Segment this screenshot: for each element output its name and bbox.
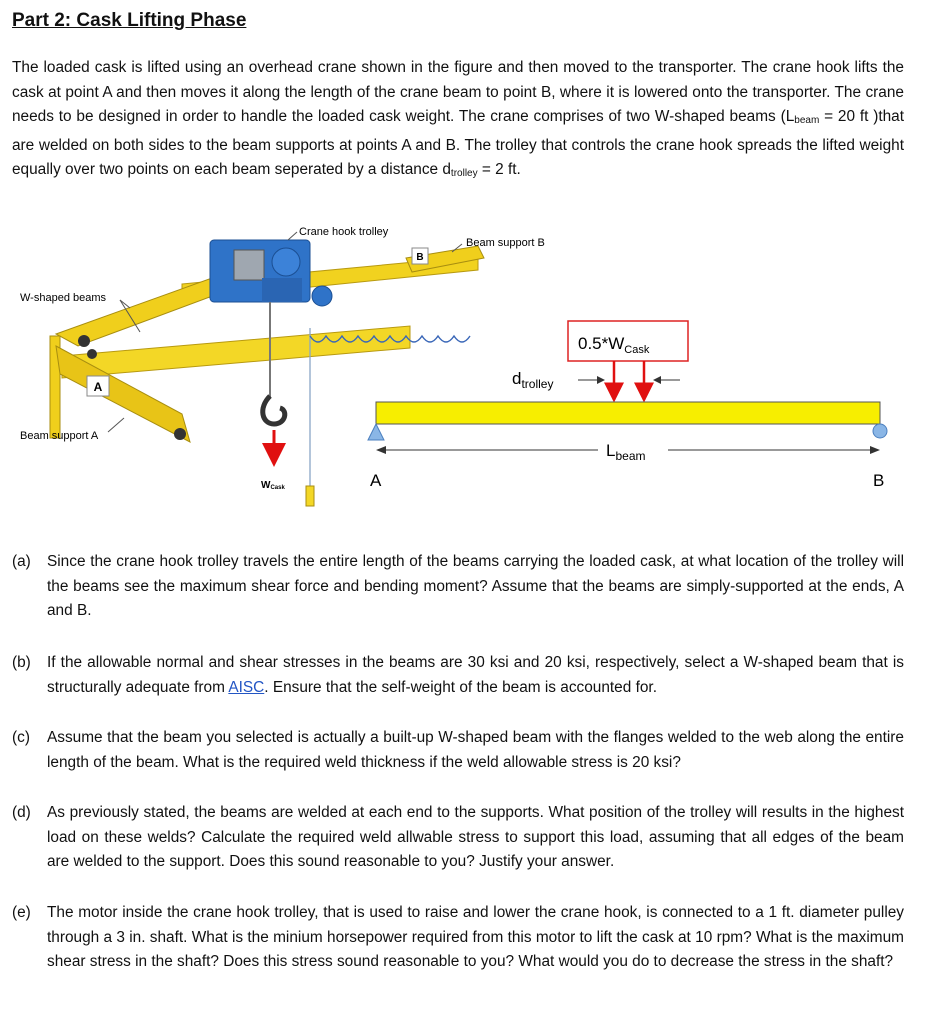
wheel-icon [174, 428, 186, 440]
load-label: $0.5*W_{Cask}$ [578, 334, 650, 356]
question-label: (e) [12, 904, 31, 921]
tag-b-label: B [416, 252, 424, 263]
question-b [12, 651, 904, 700]
intro-text-3: = 2 ft. [477, 161, 521, 178]
question-text [47, 651, 904, 700]
wheel-icon [87, 349, 97, 359]
question-text: The motor inside the crane hook trolley, that is used to raise and lower the crane hook, is connected to a 1 ft. diameter pulley through a 3 in. shaft. What is the minium horsepower required from this motor to lift the cask at 10 rpm? What is the maximum shear stress in the shaft? Does this stress sound reasonable to you? What would you do to decrease the stress in the shaft? [47, 904, 904, 970]
wheel-icon [78, 335, 90, 347]
intro-text-2: = 20 ft )that are welded on both sides to the beam supports at points A and B. The trolley that controls the crane hook spreads the lifted weight equally over two points on each beam seperated by a distance d [12, 108, 905, 178]
near-beam [62, 326, 410, 378]
beam-diagram [368, 321, 887, 490]
l-dim-arrow-left [376, 446, 386, 454]
question-d [12, 801, 904, 875]
trolley-callout: Crane hook trolley [299, 226, 389, 238]
crane-illustration [20, 226, 545, 506]
d-trolley-label: $d_{trolley}$ [512, 369, 554, 391]
dtrolley-subscript: trolley [450, 168, 478, 179]
question-label: (c) [12, 729, 30, 746]
beam-bar [376, 402, 880, 424]
page-title: Part 2: Cask Lifting Phase [12, 10, 247, 31]
point-b-label: B [873, 471, 885, 490]
question-e [12, 901, 904, 975]
question-text: As previously stated, the beams are welded at each end to the supports. What position of the trolley will results in the highest load on these welds? Calculate the required weld allwable stress to support this load, assuming that all edges of the beam are welded to the support. Does this sound reasonable to you? Justify your answer. [47, 804, 904, 870]
support-b-callout: Beam support B [466, 237, 545, 249]
l-beam-label: $L_{beam}$ [606, 441, 646, 463]
callout-line [108, 418, 124, 432]
intro-paragraph [12, 56, 904, 187]
weight-label: WCask [261, 480, 285, 491]
question-b-pre: If the allowable normal and shear stresses in the beams are 30 ksi and 20 ksi, respectively, select a W-shaped beam that is structurally adequate from [47, 654, 904, 696]
support-a-callout: Beam support A [20, 430, 99, 442]
l-dim-arrow-right [870, 446, 880, 454]
point-a-label: A [370, 471, 382, 490]
w-beams-callout: W-shaped beams [20, 292, 107, 304]
question-b-post: . Ensure that the self-weight of the beam is accounted for. [264, 678, 657, 696]
callout-line [288, 232, 297, 240]
figure-canvas [0, 218, 931, 518]
question-c [12, 726, 904, 775]
callout-line [120, 300, 130, 308]
roller-support-b [873, 424, 887, 438]
question-text: Assume that the beam you selected is actually a built-up W-shaped beam with the flanges welded to the web along the entire length of the beam. What is the required weld thickness if the weld allowable stress is 20 ksi? [47, 729, 904, 771]
pin-support-a [368, 424, 384, 440]
intro-text-1: The loaded cask is lifted using an overhead crane shown in the figure and then moved to the transporter. The crane hook lifts the cask at point A and then moves it along the length of the crane beam to point B, where it is lowered onto the transporter. The crane needs to be designed in order to handle the loaded cask weight. The crane comprises of two W-shaped beams (L [12, 59, 904, 125]
lbeam-subscript: beam [794, 115, 820, 126]
question-text: Since the crane hook trolley travels the entire length of the beams carrying the loaded cask, at what location of the trolley will the beams see the maximum shear force and bending moment? Assume that the beams are simply-supported at the ends, A and B. [47, 553, 904, 619]
hook-icon [263, 396, 285, 424]
question-label: (b) [12, 654, 31, 671]
figure [0, 218, 931, 518]
question-label: (a) [12, 553, 31, 570]
question-label: (d) [12, 804, 31, 821]
question-a [12, 550, 904, 624]
aisc-link[interactable]: AISC [228, 678, 265, 696]
pendant-control [306, 486, 314, 506]
tag-a-label: A [93, 380, 103, 394]
